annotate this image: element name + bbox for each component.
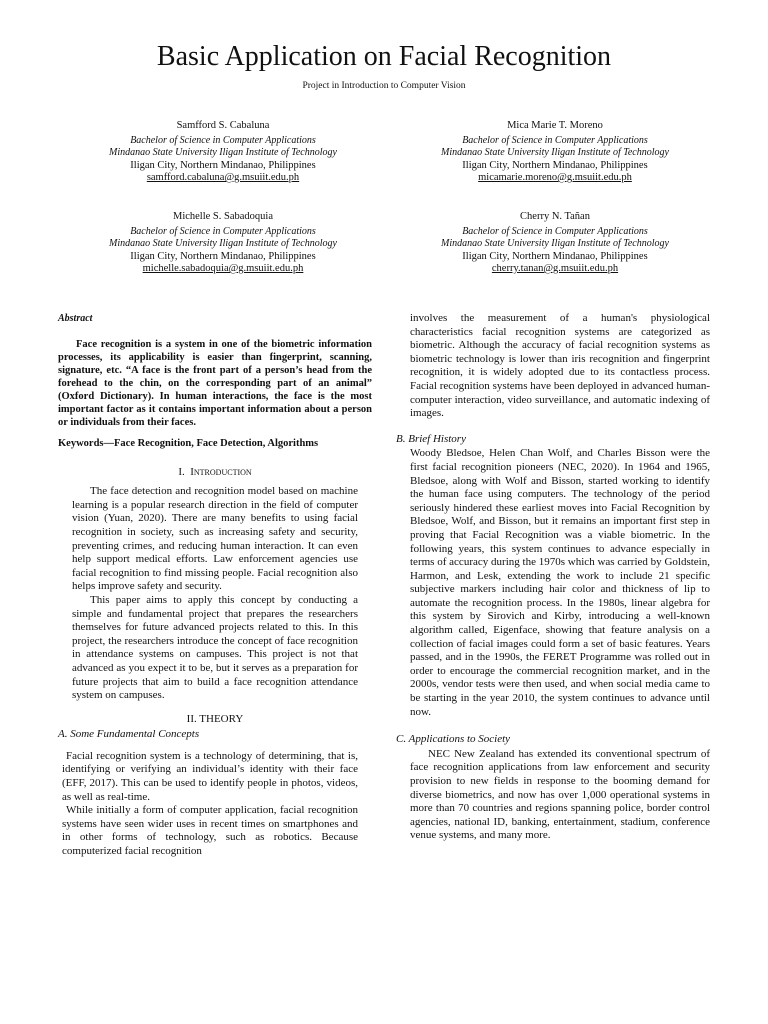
paper-subtitle: Project in Introduction to Computer Vision <box>302 81 466 91</box>
author-email[interactable]: cherry.tanan@g.msuiit.edu.ph <box>491 263 619 274</box>
theory-c-body <box>396 748 710 843</box>
abstract-text: Face recognition is a system in one of the biometric information processes, its applicability is easier than fingerprint, scanning, signature, etc. “A face is the front part of a person’s head from the forehead to the chin, on the corresponding part of an animal” (Oxford Dictionary). In human interactions, the face is the most important factor as it contains important information about a person or individuals from their faces. <box>58 338 372 428</box>
author-email[interactable]: michelle.sabadoquia@g.msuiit.edu.ph <box>142 263 304 274</box>
theory-heading: II. THEORY <box>186 712 244 725</box>
intro-body <box>58 485 372 703</box>
theory-b-body <box>396 447 710 719</box>
author-email[interactable]: samfford.cabaluna@g.msuiit.edu.ph <box>146 172 300 183</box>
subsection-a-heading: A. Some Fundamental Concepts <box>58 728 200 741</box>
right-column <box>396 312 710 843</box>
author-degree: Bachelor of Science in Computer Applications <box>130 225 316 237</box>
paper-title: Basic Application on Facial Recognition <box>156 41 612 72</box>
author-city: Iligan City, Northern Mindanao, Philippines <box>462 159 648 171</box>
author-block-2 <box>390 120 720 185</box>
author-institution: Mindanao State University Iligan Institute of Technology <box>441 147 669 158</box>
author-email[interactable]: micamarie.moreno@g.msuiit.edu.ph <box>478 172 632 183</box>
author-degree: Bachelor of Science in Computer Applications <box>130 134 316 146</box>
author-city: Iligan City, Northern Mindanao, Philippines <box>130 250 316 262</box>
author-institution: Mindanao State University Iligan Institute of Technology <box>109 238 337 249</box>
author-city: Iligan City, Northern Mindanao, Philippines <box>130 159 316 171</box>
intro-heading-text: Introduction <box>190 465 252 478</box>
author-name: Mica Marie T. Moreno <box>507 120 603 131</box>
author-name: Cherry N. Tañan <box>520 211 590 222</box>
intro-numeral: I. <box>178 465 185 478</box>
author-degree: Bachelor of Science in Computer Applications <box>462 225 648 237</box>
subsection-b-heading: B. Brief History <box>396 432 466 445</box>
theory-a-paragraph-2-continued: involves the measurement of a human's physiological characteristics facial recognition systems are categorized as biometric. Although the accuracy of facial recognition systems as biometric technology is lower than iris recognition and fingerprint recognition, it is widely adopted due to its contactless process. Facial recognition systems have been deployed in advanced human-computer interaction, video surveillance, and automatic indexing of images. <box>410 312 710 420</box>
theory-a-paragraph-2: While initially a form of computer application, facial recognition systems have seen wider uses in recent times on smartphones and in other forms of technology, such as robotics. Because computerized facial recognition <box>62 804 358 858</box>
author-institution: Mindanao State University Iligan Institute of Technology <box>109 147 337 158</box>
author-block-3 <box>58 211 388 276</box>
abstract-heading: Abstract <box>58 313 93 324</box>
subsection-c-heading: C. Applications to Society <box>396 733 511 746</box>
author-block-4 <box>390 211 720 276</box>
theory-c-paragraph-1: NEC New Zealand has extended its conventional spectrum of face recognition applications from law enforcement and security provision to new fields in response to the booming demand for diverse biometrics, and now has over 1,000 operational systems in more than 70 countries and regions spanning police, border control agencies, national ID, banking, entertainment, stadium, conference venue systems, and many more. <box>410 747 710 842</box>
author-name: Michelle S. Sabadoquia <box>172 211 274 222</box>
left-column <box>58 312 372 859</box>
author-institution: Mindanao State University Iligan Institute of Technology <box>441 238 669 249</box>
intro-heading <box>58 466 372 480</box>
author-city: Iligan City, Northern Mindanao, Philippines <box>462 250 648 262</box>
theory-a-continued <box>396 312 710 421</box>
theory-a-paragraph-1: Facial recognition system is a technology of determining, that is, identifying or verifying an individual’s identity with their face (EFF, 2017). This can be used to identify people in photos, videos, as well as real-time. <box>62 749 358 803</box>
intro-paragraph-2: This paper aims to apply this concept by conducting a simple and fundamental project that prepares the researchers themselves for future advanced projects related to this. In this project, the researchers introduce the concept of face recognition in attendance systems on campuses. This project is not that advanced as you expect it to be, but it serves as a preparation for future projects that aim to build a face recognition attendance system on campuses. <box>72 593 358 702</box>
author-name: Samfford S. Cabaluna <box>176 120 270 131</box>
author-degree: Bachelor of Science in Computer Applications <box>462 134 648 146</box>
author-block-1 <box>58 120 388 185</box>
keywords: Keywords—Face Recognition, Face Detection, Algorithms <box>58 437 319 449</box>
theory-a-body <box>58 750 372 859</box>
theory-b-paragraph-1: Woody Bledsoe, Helen Chan Wolf, and Charles Bisson were the first facial recognition pioneers (NEC, 2020). In 1964 and 1965, Bledsoe, along with Wolf and Bisson, started working to identify the human face using computers. The technology of the period seriously hindered these earliest moves into Facial Recognition by Bledsoe, Wolf, and Bisson, but it remains an important first step in proving that Facial Recognition was a viable biometric. In the following years, this system continues to advance especially in terms of accuracy during the 1970s which was carried by Goldstein, Harmon, and Lesk, extending the work to include 21 specific subjective markers including hair color and thickness of lip to automate the recognition process. In the 1980s, linear algebra for this system by Sirovich and Kirby, introducing a well-known algorithm called, Eigenface, showing that feature analysis on a collection of facial images could form a set of basic features. Years passed, and in the 1990s, the FERET Programme was rolled out in order to encourage the commercial recognition market, and in the 2000s, vendor tests were then used, and when social media came to be starting in the year 2010, the system continues to advance until now. <box>410 447 710 718</box>
intro-paragraph-1: The face detection and recognition model based on machine learning is a popular research direction in the field of computer vision (Yuan, 2020). There are many benefits to using facial recognition in society, such as increasing safety and security, preventing crimes, and reducing human interaction. It can even help support medical efforts. Law enforcement agencies use facial recognition to find missing people. Facial recognition also helps improve safety and security. <box>72 485 358 593</box>
